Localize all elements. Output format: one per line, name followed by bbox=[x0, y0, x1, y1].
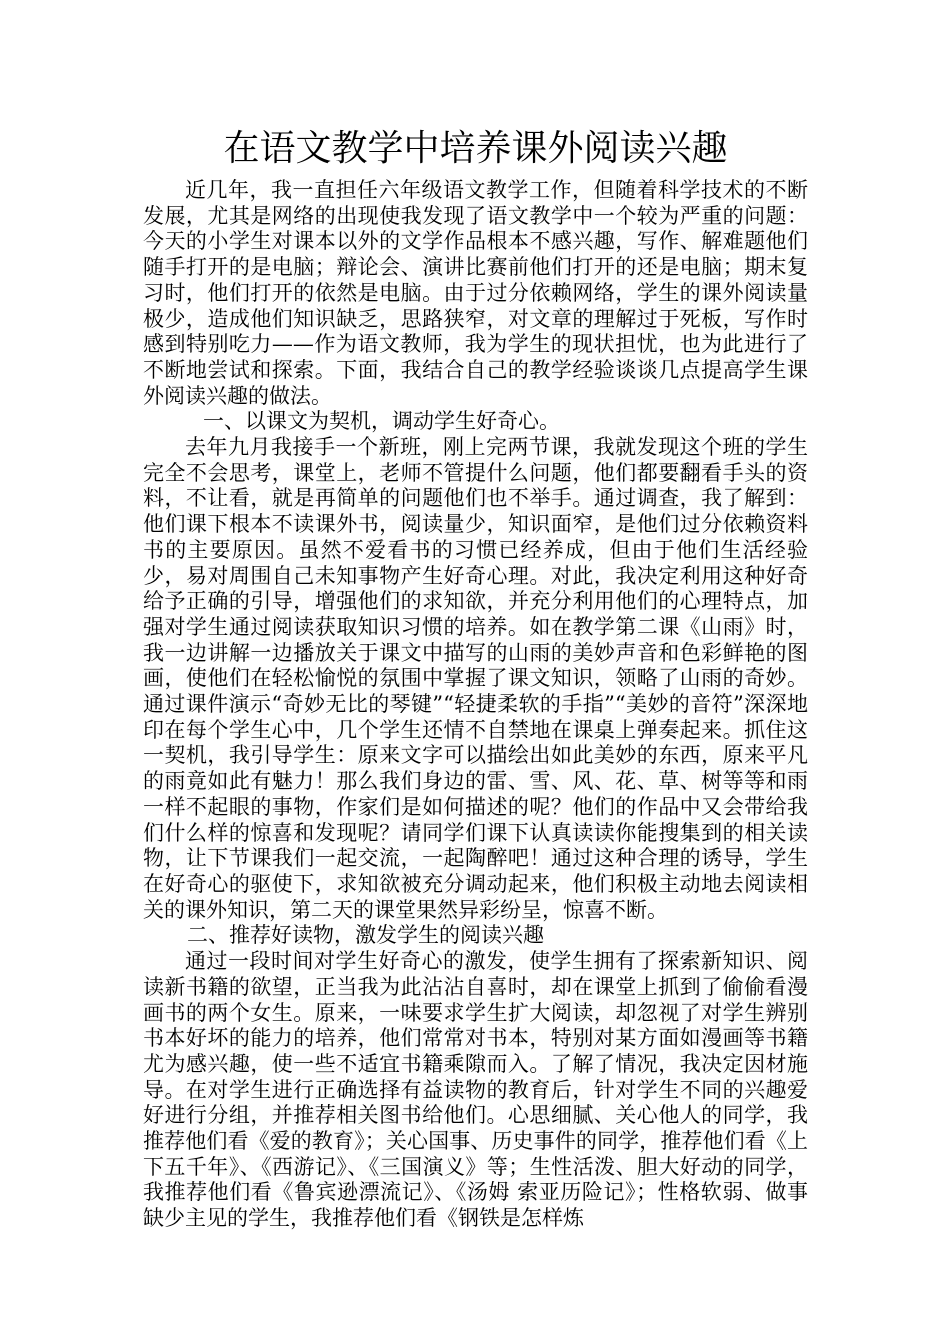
document-title: 在语文教学中培养课外阅读兴趣 bbox=[223, 128, 728, 169]
section-1-paragraph: 去年九月我接手一个新班，刚上完两节课，我就发现这个班的学生完全不会思考，课堂上，老师不管提什么问题，他们都要翻看手头的资料，不让看，就是再简单的问题他们也不举手。通过调查，我了解到：他们课下根本不读课外书，阅读量少，知识面窄，是他们过分依赖资料书的主要原因。虽然不爱看书的习惯已经养成，但由于他们生活经验少，易对周围自己未知事物产生好奇心理。对此，我决定利用这种好奇给予正确的引导，增强他们的求知欲，并充分利用他们的心理特点，加强对学生通过阅读获取知识习惯的培养。如在教学第二课《山雨》时，我一边讲解一边播放关于课文中描写的山雨的美妙声音和色彩鲜艳的图画，使他们在轻松愉悦的氛围中掌握了课文知识，领略了山雨的奇妙。通过课件演示“奇妙无比的琴键”“轻捷柔软的手指”“美妙的音符”深深地印在每个学生心中，几个学生还情不自禁地在课桌上弹奏起来。抓住这一契机，我引导学生：原来文字可以描绘出如此美妙的东西，原来平凡的雨竟如此有魅力！那么我们身边的雷、雪、风、花、草、树等等和雨一样不起眼的事物，作家们是如何描述的呢？他们的作品中又会带给我们什么样的惊喜和发现呢？请同学们课下认真读读你能搜集到的相关读物，让下节课我们一起交流，一起陶醉吧！通过这种合理的诱导，学生在好奇心的驱使下，求知欲被充分调动起来，他们积极主动地去阅读相关的课外知识，第二天的课堂果然异彩纷呈，惊喜不断。 bbox=[143, 435, 808, 922]
section-2-paragraph: 通过一段时间对学生好奇心的激发，使学生拥有了探索新知识、阅读新书籍的欲望，正当我为此沾沾自喜时，却在课堂上抓到了偷偷看漫画书的两个女生。原来，一味要求学生扩大阅读，却忽视了对学生辨别书本好坏的能力的培养，他们常常对书本，特别对某方面如漫画等书籍尤为感兴趣，使一些不适宜书籍乘隙而入。了解了情况，我决定因材施导。在对学生进行正确选择有益读物的教育后，针对学生不同的兴趣爱好进行分组，并推荐相关图书给他们。心思细腻、关心他人的同学，我推荐他们看《爱的教育》；关心国事、历史事件的同学，推荐他们看《上下五千年》、《西游记》、《三国演义》等；生性活泼、胆大好动的同学，我推荐他们看《鲁宾逊漂流记》、《汤姆 索亚历险记》；性格软弱、做事缺少主见的学生，我推荐他们看《钢铁是怎样炼 bbox=[143, 949, 808, 1231]
intro-paragraph: 近几年，我一直担任六年级语文教学工作，但随着科学技术的不断发展，尤其是网络的出现使我发现了语文教学中一个较为严重的问题：今天的小学生对课本以外的文学作品根本不感兴趣，写作、解难题他们随手打开的是电脑；辩论会、演讲比赛前他们打开的还是电脑；期末复习时，他们打开的依然是电脑。由于过分依赖网络，学生的课外阅读量极少，造成他们知识缺乏，思路狭窄，对文章的理解过于死板，写作时感到特别吃力——作为语文教师，我为学生的现状担忧，也为此进行了不断地尝试和探索。下面，我结合自己的教学经验谈谈几点提高学生课外阅读兴趣的做法。 bbox=[143, 178, 808, 408]
section-1-heading: 一、以课文为契机，调动学生好奇心。 bbox=[203, 409, 560, 434]
section-2-heading: 二、推荐好读物，激发学生的阅读兴趣 bbox=[187, 923, 544, 948]
document-page bbox=[143, 124, 808, 1232]
